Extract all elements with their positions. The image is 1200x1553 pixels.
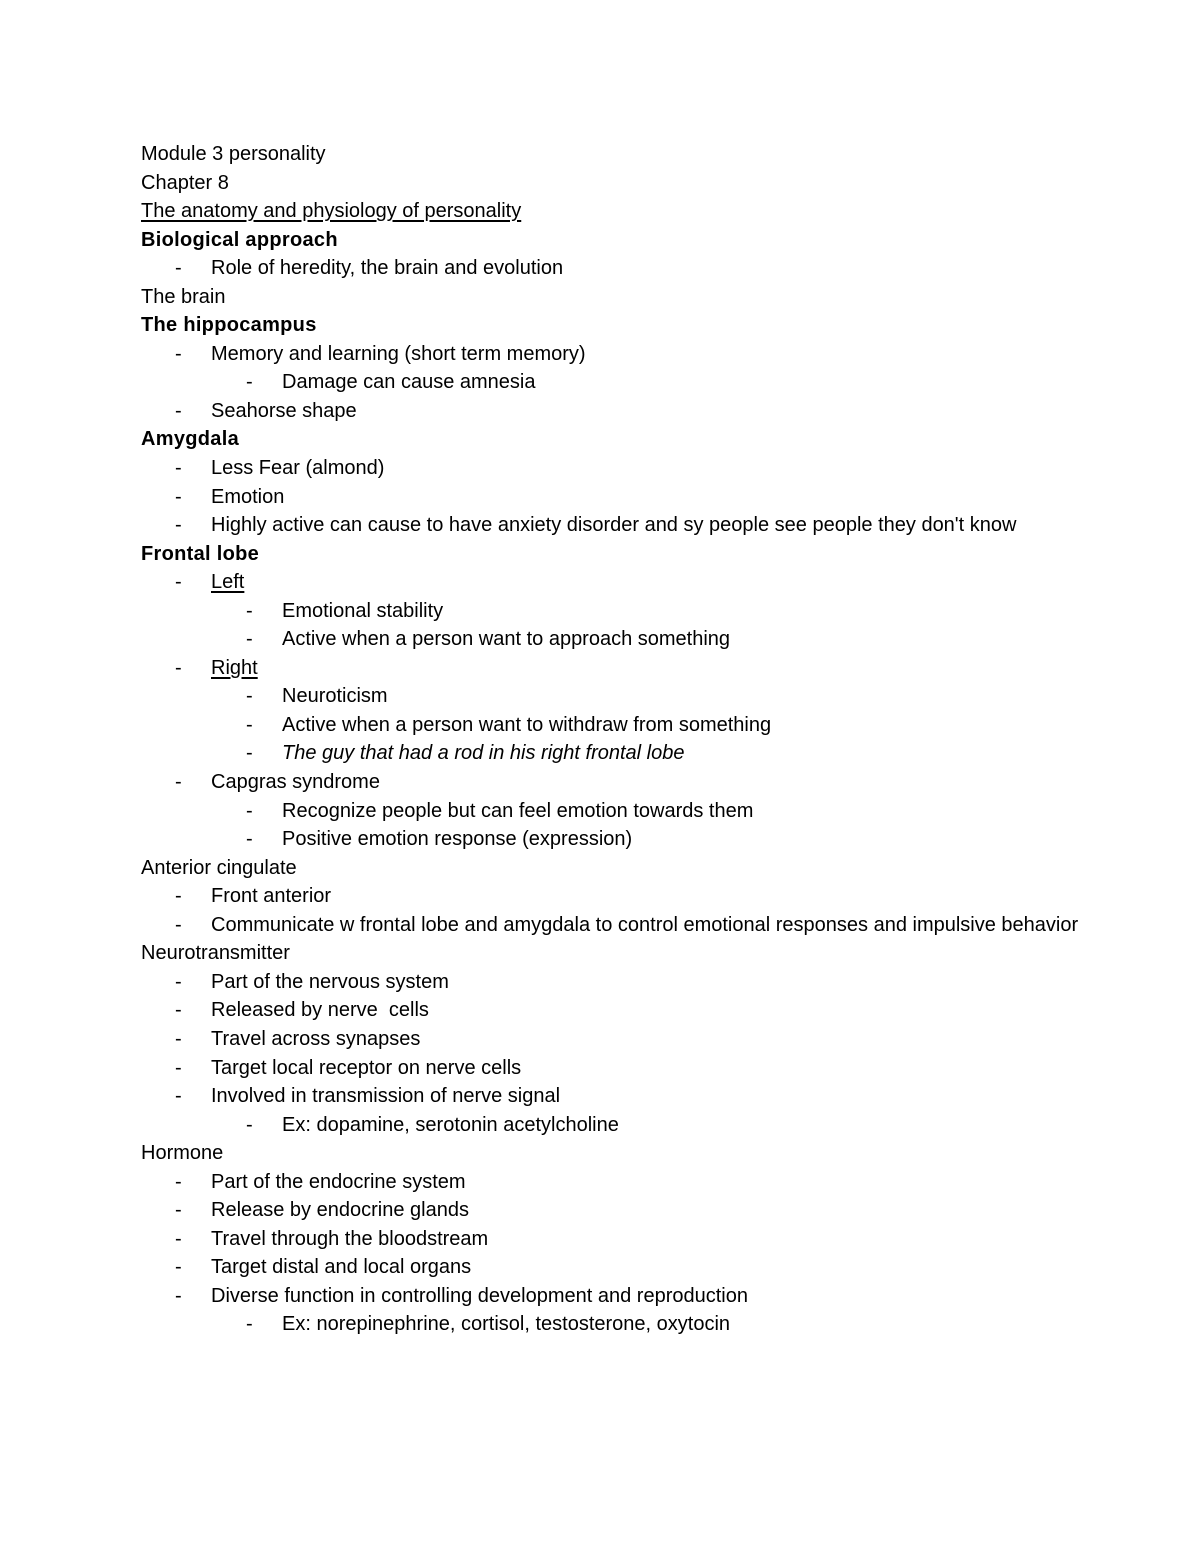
list-item: - Capgras syndrome <box>141 768 1101 797</box>
section-title: The anatomy and physiology of personality <box>141 200 522 223</box>
bullet-dash: - <box>175 257 182 280</box>
brain-heading: The brain <box>141 285 226 308</box>
bullet-dash: - <box>175 1284 182 1307</box>
list-item: - Seahorse shape <box>141 397 1101 426</box>
bullet-dash: - <box>175 1085 182 1108</box>
list-item: - Active when a person want to approach something <box>141 625 1101 654</box>
bullet-dash: - <box>175 1027 182 1050</box>
amygdala-heading: Amygdala <box>141 428 239 451</box>
list-item: - Part of the nervous system <box>141 968 1101 997</box>
list-item: - Right <box>141 654 1101 683</box>
hormone-heading: Hormone <box>141 1142 224 1165</box>
list-item: - Neuroticism <box>141 682 1101 711</box>
list-item: - Part of the endocrine system <box>141 1168 1101 1197</box>
bullet-dash: - <box>246 1113 253 1136</box>
list-item: - Less Fear (almond) <box>141 454 1101 483</box>
bullet-dash: - <box>175 771 182 794</box>
list-item: - Travel across synapses <box>141 1025 1101 1054</box>
bullet-dash: - <box>246 371 253 394</box>
module-title: Module 3 personality <box>141 143 326 165</box>
list-item: - Emotional stability <box>141 597 1101 626</box>
list-item: - Active when a person want to withdraw from something <box>141 711 1101 740</box>
chapter-title: Chapter 8 <box>141 171 229 194</box>
bullet-dash: - <box>246 742 253 765</box>
list-item: - Release by endocrine glands <box>141 1196 1101 1225</box>
list-item: - Released by nerve cells <box>141 996 1101 1025</box>
bullet-dash: - <box>175 1170 182 1193</box>
list-item: - Memory and learning (short term memory) <box>141 340 1101 369</box>
list-item: - Recognize people but can feel emotion towards them <box>141 797 1101 826</box>
list-item: - Involved in transmission of nerve signal <box>141 1082 1101 1111</box>
bullet-dash: - <box>175 885 182 908</box>
list-item: - Diverse function in controlling development and reproduction <box>141 1282 1101 1311</box>
list-item: - Target distal and local organs <box>141 1253 1101 1282</box>
bullet-dash: - <box>175 342 182 365</box>
bullet-dash: - <box>246 713 253 736</box>
bullet-dash: - <box>246 628 253 651</box>
bullet-dash: - <box>175 457 182 480</box>
bullet-dash: - <box>175 1227 182 1250</box>
bullet-dash: - <box>175 999 182 1022</box>
bullet-dash: - <box>175 399 182 422</box>
bullet-dash: - <box>246 828 253 851</box>
list-item: - Front anterior <box>141 882 1101 911</box>
anterior-cingulate-heading: Anterior cingulate <box>141 856 297 879</box>
document-body <box>141 140 1101 1339</box>
hippocampus-heading: The hippocampus <box>141 314 317 337</box>
list-item: - Target local receptor on nerve cells <box>141 1054 1101 1083</box>
list-item: - Left <box>141 568 1101 597</box>
bullet-dash: - <box>175 1056 182 1079</box>
bullet-dash: - <box>175 1199 182 1222</box>
list-item: - Travel through the bloodstream <box>141 1225 1101 1254</box>
frontal-lobe-heading: Frontal lobe <box>141 542 260 565</box>
bullet-dash: - <box>175 571 182 594</box>
bullet-dash: - <box>246 685 253 708</box>
list-item: - The guy that had a rod in his right frontal lobe <box>141 739 1101 768</box>
list-item: - Ex: dopamine, serotonin acetylcholine <box>141 1111 1101 1140</box>
list-item: - Ex: norepinephrine, cortisol, testosterone, oxytocin <box>141 1310 1101 1339</box>
biological-heading: Biological approach <box>141 228 338 251</box>
bullet-dash: - <box>175 485 182 508</box>
list-item: - Highly active can cause to have anxiety disorder and sy people see people they don't know <box>141 511 1101 540</box>
bullet-dash: - <box>175 1256 182 1279</box>
list-item: - Emotion <box>141 483 1101 512</box>
list-item: - Damage can cause amnesia <box>141 368 1101 397</box>
bullet-dash: - <box>175 514 182 537</box>
list-item: - Role of heredity, the brain and evolution <box>141 254 1101 283</box>
list-item: - Communicate w frontal lobe and amygdala to control emotional responses and impulsive behavior <box>141 911 1101 940</box>
bullet-dash: - <box>246 799 253 822</box>
bullet-dash: - <box>246 599 253 622</box>
bullet-dash: - <box>246 1313 253 1336</box>
list-item: - Positive emotion response (expression) <box>141 825 1101 854</box>
bullet-dash: - <box>175 913 182 936</box>
bullet-dash: - <box>175 970 182 993</box>
bullet-dash: - <box>175 656 182 679</box>
neurotransmitter-heading: Neurotransmitter <box>141 942 290 965</box>
